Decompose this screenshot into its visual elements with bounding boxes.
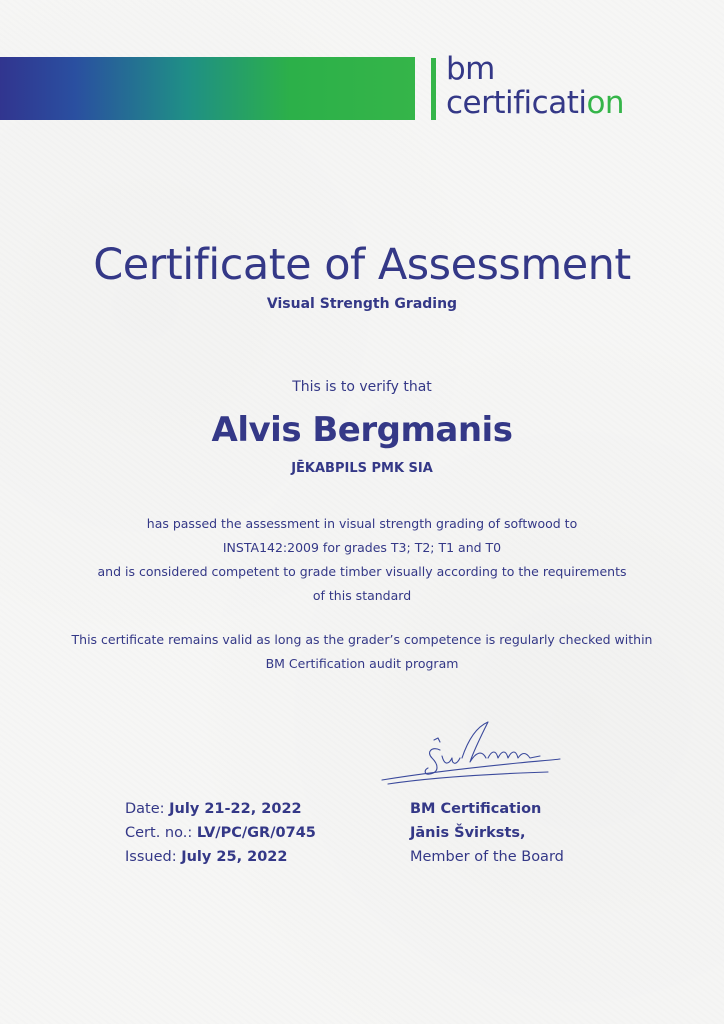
assessment-line: has passed the assessment in visual strength grading of softwood to bbox=[146, 516, 578, 531]
validity-paragraph bbox=[0, 628, 724, 676]
recipient-company: JĒKABPILS PMK SIA bbox=[291, 461, 433, 476]
date-label: Date: bbox=[125, 801, 170, 817]
signatory-block bbox=[410, 797, 564, 869]
date-value: July 21-22, 2022 bbox=[169, 801, 302, 817]
logo-line2 bbox=[446, 86, 624, 120]
validity-line: This certificate remains valid as long as the grader’s competence is regularly checked within bbox=[71, 632, 653, 647]
assessment-paragraph bbox=[0, 512, 724, 608]
assessment-line: INSTA142:2009 for grades T3; T2; T1 and T0 bbox=[222, 540, 502, 555]
logo-divider-bar bbox=[431, 58, 436, 120]
certificate-title: Certificate of Assessment bbox=[93, 240, 631, 290]
verify-text: This is to verify that bbox=[292, 379, 432, 395]
signatory-role: Member of the Board bbox=[410, 849, 564, 865]
certificate-details bbox=[125, 797, 316, 869]
header-gradient-band bbox=[0, 57, 415, 120]
issued-row bbox=[125, 845, 316, 869]
logo-line1: bm bbox=[446, 51, 495, 87]
certificate-subtitle: Visual Strength Grading bbox=[266, 296, 458, 312]
issued-value: July 25, 2022 bbox=[181, 849, 288, 865]
logo-line2-accent: on bbox=[586, 85, 625, 121]
recipient-name: Alvis Bergmanis bbox=[211, 410, 513, 450]
handwritten-signature bbox=[378, 716, 568, 790]
signatory-name: Jānis Švirksts, bbox=[410, 825, 526, 841]
logo-line2-main: certificati bbox=[446, 85, 587, 121]
cert-no-label: Cert. no.: bbox=[125, 825, 197, 841]
issued-label: Issued: bbox=[125, 849, 182, 865]
assessment-line: and is considered competent to grade timber visually according to the requirements bbox=[97, 564, 627, 579]
validity-line: BM Certification audit program bbox=[265, 656, 459, 671]
cert-no-row bbox=[125, 821, 316, 845]
assessment-line: of this standard bbox=[312, 588, 412, 603]
bm-certification-logo bbox=[446, 52, 624, 120]
date-row bbox=[125, 797, 316, 821]
cert-no-value: LV/PC/GR/0745 bbox=[196, 825, 316, 841]
signatory-org: BM Certification bbox=[410, 801, 542, 817]
